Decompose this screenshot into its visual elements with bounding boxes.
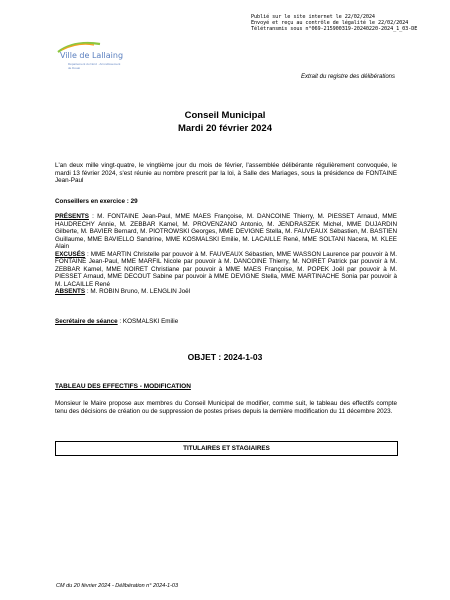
secretary-line: [55, 318, 397, 326]
page-footer: CM du 20 février 2024 - Délibération n° 2024-1-03: [56, 583, 179, 589]
attendance-block: [55, 213, 397, 296]
absents-label: ABSENTS: [55, 288, 86, 296]
excuses-list: : MME MARTIN Christelle par pouvoir à M. FAUVEAUX Sébastien, MME WASSON Laurence par pouvoir à M. FONTAINE Jean-Paul, MME MARFIL Nicole par pouvoir à M. DANCOINE Thierry, M. NOIRET Patrick par pouvoir à M. ZEBBAR Kamel, MME NOIRET Christiane par pouvoir à MME MAES Françoise, M. POPEK Joël par pouvoir à M. PIESSET Arnaud, MME DECOUT Sabine par pouvoir à MME DEVIGNE Stella, MME MARTINACHE Sonia par pouvoir à M. LACAILLE René: [55, 250, 397, 288]
intro-paragraph: L'an deux mille vingt-quatre, le vingtième jour du mois de février, l'assemblée délibérante régulièrement convoquée, le mardi 13 février 2024, s'est réunie au nombre prescrit par la loi, à Salle des Mariages, sous la présidence de FONTAINE Jean-Paul: [55, 162, 397, 185]
presents-label: PRÉSENTS: [55, 213, 89, 220]
secretary-label: Secrétaire de séance: [55, 318, 118, 325]
presents-list: : M. FONTAINE Jean-Paul, MME MAES Françoise, M. DANCOINE Thierry, M. PIESSET Arnaud, MME HAUDRECHY Annie, M. ZEBBAR Kamel, M. PROVENZANO Antonio, M. JENDRASZEK Michel, MME DUJARDIN Gilberte, M. BAVIER Bernard, M. PIOTROWSKI Georges, MME DEVIGNE Stella, M. FAUVEAUX Sébastien, M. BASTIEN Guillaume, MME BAVIELLO Sandrine, MME KOSMALSKI Emilie, M. LACAILLE René, MME SOLTANI Nacera, M. KLEE Alain: [55, 213, 397, 251]
logo-title: Ville de Lallaing: [60, 51, 124, 60]
register-extract: Extrait du registre des délibérations: [300, 74, 395, 80]
city-logo: [54, 38, 124, 80]
stamp-transmission: Télétransmis sous n°069-215900319-20240220-2024_1_03-DE: [251, 26, 418, 32]
body-paragraph: Monsieur le Maire propose aux membres du Conseil Municipal de modifier, comme suit, le tableau des effectifs compte tenu des décisions de création ou de suppression de postes prises depuis la dernière modification du 11 décembre 2023.: [55, 400, 397, 415]
meeting-title: Conseil Municipal: [184, 110, 266, 121]
stamp-publication: Publié sur le site internet le 22/02/2024: [251, 14, 375, 20]
transmission-stamp: [251, 14, 447, 32]
section-title: TABLEAU DES EFFECTIFS - MODIFICATION: [55, 383, 191, 390]
secretary-name: : KOSMALSKI Emilie: [117, 318, 179, 325]
meeting-date: Mardi 20 février 2024: [177, 123, 272, 134]
excuses-label: EXCUSÉS: [55, 250, 86, 258]
objet-heading: OBJET : 2024-1-03: [187, 352, 263, 362]
titulaires-box: TITULAIRES ET STAGIAIRES: [55, 441, 398, 456]
conseillers-count: Conseillers en exercice : 29: [55, 198, 138, 205]
logo-tagline: Département du Nord · Arrondissement de Douai: [68, 62, 121, 70]
stamp-legality: Envoyé et reçu au contrôle de légalité le 22/02/2024: [251, 20, 409, 26]
absents-list: : M. ROBIN Bruno, M. LENGLIN Joël: [85, 288, 191, 296]
